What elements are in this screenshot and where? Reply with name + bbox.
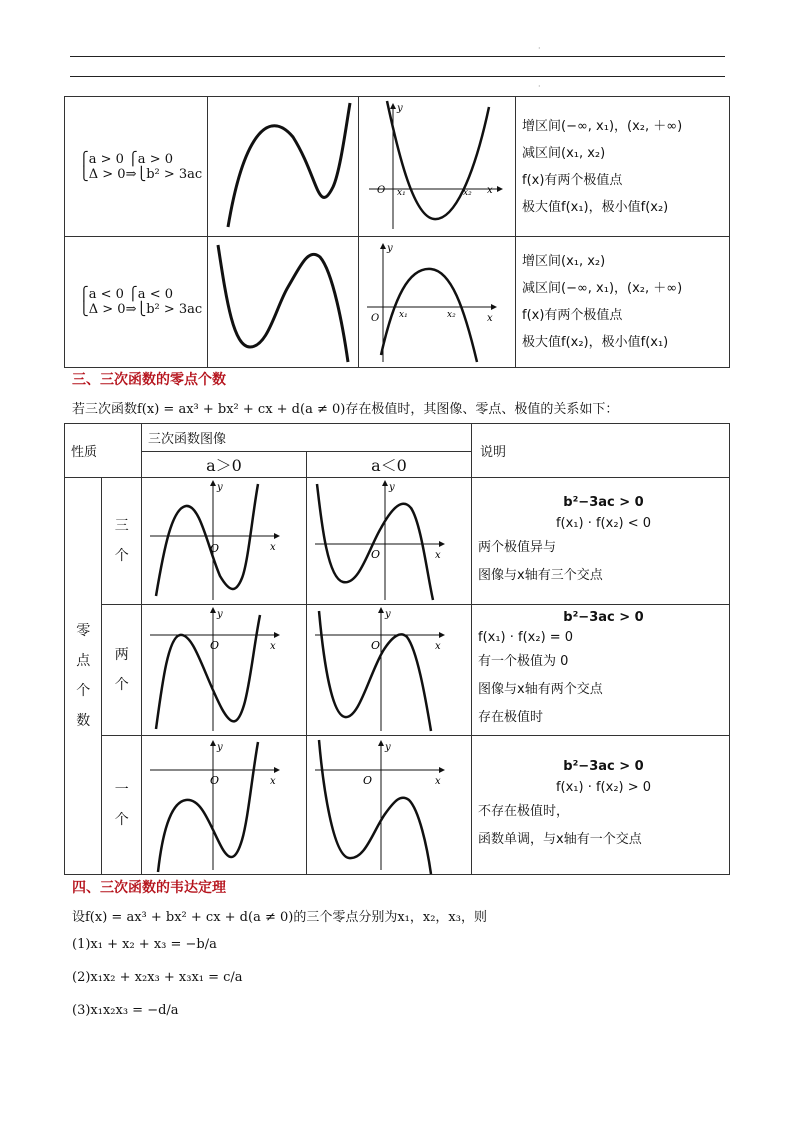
axis-x-label: x — [487, 185, 493, 196]
count-char: 三 — [114, 518, 129, 534]
count-char: 个 — [114, 677, 129, 693]
cubic-graph-cell — [208, 97, 359, 237]
one-zero-apos — [142, 736, 306, 874]
derivative-parabola-up — [359, 97, 515, 236]
axis-y-label: y — [385, 742, 391, 753]
table-row — [65, 478, 730, 605]
x2-label: x₂ — [447, 310, 456, 320]
count-char: 两 — [114, 647, 129, 663]
axis-x-label: x — [270, 542, 276, 553]
axis-y-label: y — [217, 482, 223, 493]
axis-y-label: y — [217, 742, 223, 753]
axis-x-label: x — [435, 641, 441, 652]
count-char: 一 — [114, 782, 129, 798]
condition-cell — [65, 97, 208, 237]
graph-cell — [142, 605, 307, 736]
cubic-curve-aneg — [208, 237, 358, 367]
one-zero-aneg — [307, 736, 471, 874]
header-graph: 三次函数图像 — [142, 424, 472, 452]
axis-x-label: x — [487, 313, 493, 324]
description-line: 减区间(−∞, x₁)，(x₂, ＋∞) — [522, 281, 683, 296]
header-property: 性质 — [65, 424, 142, 478]
description-line: 极大值f(x₁)，极小值f(x₂) — [522, 199, 669, 215]
section-intro: 设f(x) = ax³ + bx² + cx + d(a ≠ 0)的三个零点分别为x₁，x₂，x₃，则 — [72, 910, 487, 925]
header-rule-bottom — [70, 76, 725, 77]
axis-x-label: x — [435, 550, 441, 561]
note-cell — [472, 478, 730, 605]
count-cell — [102, 478, 142, 605]
count-char: 个 — [114, 548, 129, 564]
derivative-graph-cell — [359, 97, 516, 237]
note-condition: f(x₁) · f(x₂) < 0 — [555, 516, 652, 531]
axis-y-label: y — [217, 609, 223, 620]
table-row — [65, 736, 730, 875]
vieta-formula-3: (3)x₁x₂x₃ = −d/a — [72, 1003, 179, 1018]
zero-count-table — [64, 423, 730, 875]
count-cell — [102, 736, 142, 875]
group-label-char: 个 — [76, 683, 91, 699]
axis-y-label: y — [385, 609, 391, 620]
condition-line: ⎩Δ > 0⇒⎩b² > 3ac — [79, 302, 203, 317]
header-rule-top — [70, 56, 725, 57]
note-line: 函数单调，与x轴有一个交点 — [478, 832, 642, 847]
group-label-char: 点 — [76, 653, 91, 669]
count-char: 个 — [114, 812, 129, 828]
graph-cell — [307, 736, 472, 875]
origin-label: O — [371, 548, 381, 561]
derivative-graph-cell — [359, 237, 516, 368]
note-line: 图像与x轴有两个交点 — [478, 682, 603, 697]
description-cell — [516, 97, 730, 237]
origin-label: O — [210, 639, 220, 652]
condition-line: ⎧a > 0 ⎧a > 0 — [79, 151, 173, 167]
table-row — [65, 237, 730, 368]
origin-label: O — [210, 774, 220, 787]
note-cell — [472, 605, 730, 736]
table-row — [65, 605, 730, 736]
axis-y-label: y — [387, 243, 393, 254]
table-header-row — [65, 424, 730, 452]
two-zeros-apos — [142, 605, 306, 735]
note-cell — [472, 736, 730, 875]
group-label-char: 零 — [76, 623, 91, 639]
origin-label: O — [210, 542, 220, 555]
graph-cell — [307, 478, 472, 605]
condition-cell — [65, 237, 208, 368]
section-title: 四、三次函数的韦达定理 — [72, 880, 226, 896]
vieta-formula-2: (2)x₁x₂ + x₂x₃ + x₃x₁ = c/a — [72, 970, 243, 985]
group-label-char: 数 — [76, 713, 91, 729]
note-condition: b²−3ac > 0 — [563, 495, 644, 510]
axis-x-label: x — [270, 776, 276, 787]
graph-cell — [307, 605, 472, 736]
graph-cell — [142, 478, 307, 605]
two-zeros-aneg — [307, 605, 471, 735]
axis-y-label: y — [397, 103, 403, 114]
condition-line: ⎩Δ > 0⇒⎩b² > 3ac — [79, 166, 203, 182]
header-a-positive: a＞0 — [142, 452, 307, 478]
note-line: 图像与x轴有三个交点 — [478, 568, 603, 583]
description-line: 增区间(−∞, x₁)，(x₂, ＋∞) — [522, 118, 683, 134]
condition-line: ⎧a < 0 ⎧a < 0 — [79, 287, 173, 302]
header-dot: · — [538, 82, 541, 91]
description-cell — [516, 237, 730, 368]
section-title: 三、三次函数的零点个数 — [72, 372, 226, 388]
axis-x-label: x — [435, 776, 441, 787]
origin-label: O — [377, 185, 386, 196]
origin-label: O — [371, 313, 380, 324]
note-line: 存在极值时 — [478, 710, 544, 725]
group-label-cell — [65, 478, 102, 875]
note-condition: b²−3ac > 0 — [563, 759, 644, 774]
header-note: 说明 — [472, 424, 730, 478]
origin-label: O — [371, 639, 381, 652]
note-line: 不存在极值时， — [478, 804, 570, 819]
axis-x-label: x — [270, 641, 276, 652]
x2-label: x₂ — [463, 188, 472, 198]
header-dot: · — [538, 44, 541, 53]
description-line: f(x)有两个极值点 — [522, 172, 623, 188]
note-condition: f(x₁) · f(x₂) > 0 — [555, 780, 652, 795]
graph-cell — [142, 736, 307, 875]
description-line: 减区间(x₁, x₂) — [522, 145, 606, 161]
cubic-graph-cell — [208, 237, 359, 368]
description-line: f(x)有两个极值点 — [522, 308, 623, 323]
section-intro: 若三次函数f(x) = ax³ + bx² + cx + d(a ≠ 0)存在极值时，其图像、零点、极值的关系如下： — [72, 402, 619, 417]
derivative-parabola-down — [359, 237, 515, 367]
cubic-curve-apos — [208, 97, 358, 236]
monotonic-table — [64, 96, 730, 368]
header-a-negative: a＜0 — [307, 452, 472, 478]
x1-label: x₁ — [397, 188, 406, 198]
table-row — [65, 97, 730, 237]
three-zeros-apos — [142, 478, 306, 604]
note-line: 两个极值异与 — [478, 540, 557, 555]
note-condition: b²−3ac > 0 — [563, 610, 644, 625]
note-condition: f(x₁) · f(x₂) = 0 — [478, 630, 574, 645]
description-line: 增区间(x₁, x₂) — [522, 254, 606, 269]
x1-label: x₁ — [399, 310, 408, 320]
three-zeros-aneg — [307, 478, 471, 604]
count-cell — [102, 605, 142, 736]
origin-label: O — [363, 774, 373, 787]
note-line: 有一个极值为 0 — [478, 654, 569, 669]
vieta-formula-1: (1)x₁ + x₂ + x₃ = −b/a — [72, 937, 217, 952]
axis-y-label: y — [389, 482, 395, 493]
description-line: 极大值f(x₂)，极小值f(x₁) — [522, 335, 669, 350]
